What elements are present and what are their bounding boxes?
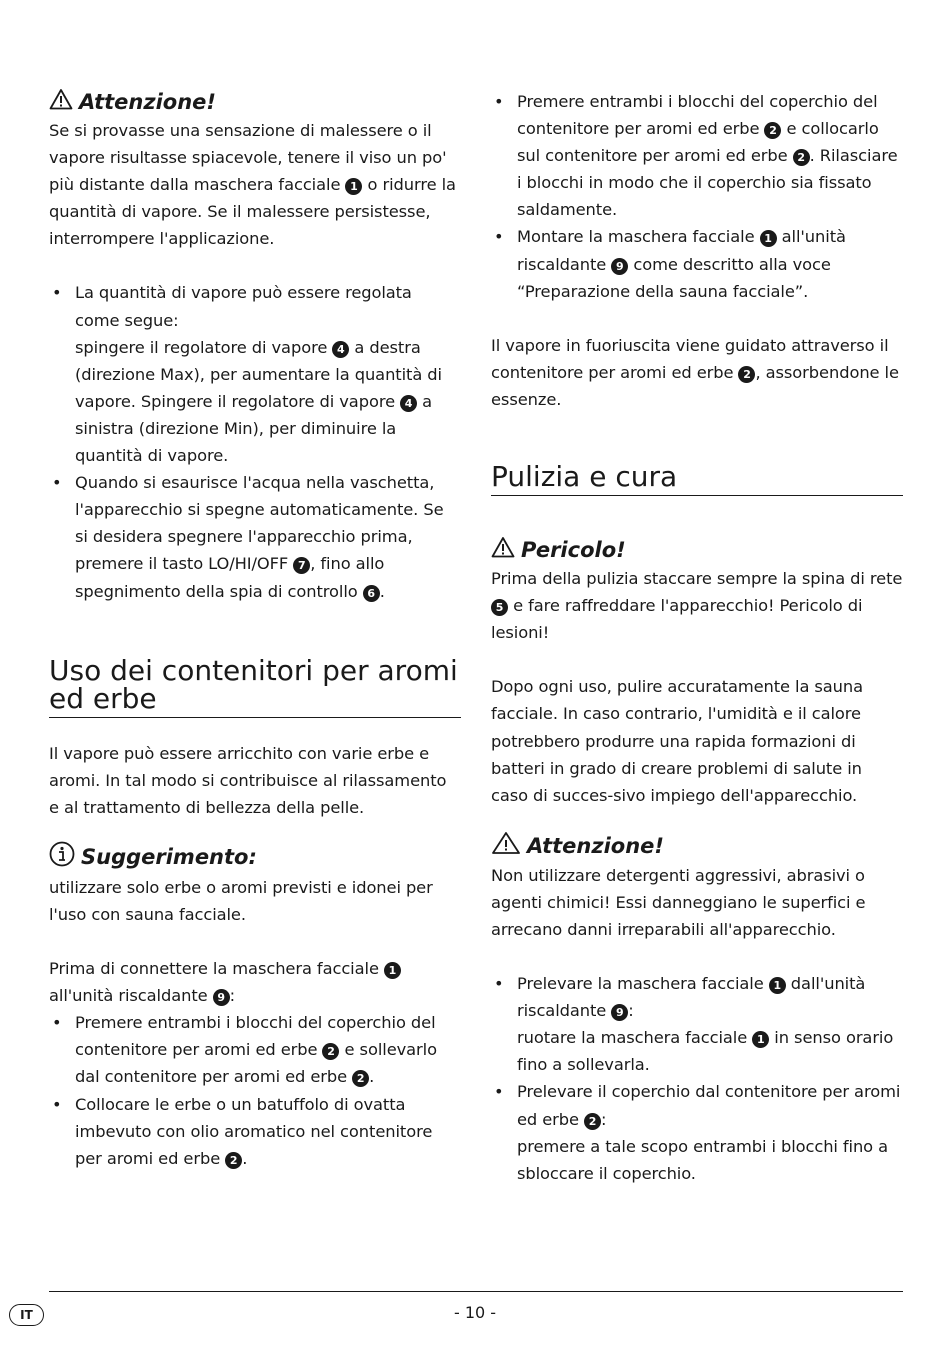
aroma-bullets: [49, 1009, 461, 1172]
tip-text: utilizzare solo erbe o aromi previsti e idonei per l'uso con sauna facciale.: [49, 877, 433, 924]
list-item: • Premere entrambi i blocchi del coperchio del contenitore per aromi ed erbe 2 e sollevarlo dal contenitore per aromi ed erbe 2 .: [52, 1013, 437, 1087]
bullet-text-cont: ruotare la maschera facciale 1 in senso orario fino a sollevarla.: [517, 1028, 894, 1075]
lid-bullets: [491, 88, 903, 305]
bullet-text: La quantità di vapore può essere regolata come segue:: [75, 283, 412, 330]
bullet-text: Prelevare il coperchio dal contenitore per aromi ed erbe 2 :: [517, 1082, 901, 1129]
reference-number-badge: 6: [363, 585, 380, 602]
steam-bullets: [49, 279, 461, 604]
list-item: • Quando si esaurisce l'acqua nella vaschetta, l'apparecchio si spegne automaticamente. Se si desidera spegnere l'apparecchio prima, premere il tasto LO/HI/OFF 7 , fino allo spegnimento della spia di controllo 6 .: [52, 473, 444, 601]
list-item: • Prelevare la maschera facciale 1 dall'unità riscaldante 9 : ruotare la maschera facciale 1 in senso orario fino a sollevarla.: [494, 974, 894, 1075]
bullet-text: Collocare le erbe o un batuffolo di ovatta imbevuto con olio aromatico nel contenitore per aromi ed erbe 2 .: [75, 1094, 433, 1168]
bullet-text: Premere entrambi i blocchi del coperchio del contenitore per aromi ed erbe 2 e sollevarlo dal contenitore per aromi ed erbe 2 .: [75, 1013, 437, 1087]
warning-title: Attenzione!: [79, 90, 216, 114]
bullet-text-cont: spingere il regolatore di vapore 4 a destra (direzione Max), per aumentare la quantità di vapore. Spingere il regolatore di vapore 4 a sinistra (direzione Min), per diminuire la quantità di vapore.: [75, 337, 442, 466]
before-text: Prima di connettere la maschera facciale 1 all'unità riscaldante 9 :: [49, 955, 461, 1009]
list-item: • Premere entrambi i blocchi del coperchio del contenitore per aromi ed erbe 2 e collocarlo sul contenitore per aromi ed erbe 2 . Rilasciare i blocchi in modo che il coperchio sia fissato saldamente.: [494, 92, 898, 220]
reference-number-badge: 1: [384, 962, 401, 979]
tip-heading: [49, 841, 461, 874]
warning-text: Se si provasse una sensazione di malessere o il vapore risultasse spiacevole, tenere il viso un po' più distante dalla maschera facciale 1 o ridurre la quantità di vapore. Se il malessere persistesse, interrompere l'applicazione.: [49, 121, 456, 249]
reference-number-badge: 1: [760, 230, 777, 247]
warning-text: Non utilizzare detergenti aggressivi, abrasivi o agenti chimici! Essi danneggiano le superfici e arrecano danni irreparabili all'apparecchio.: [491, 865, 866, 939]
bullet-text: Prelevare la maschera facciale 1 dall'unità riscaldante 9 :: [517, 974, 866, 1021]
bullet-text-cont: premere a tale scopo entrambi i blocchi fino a sbloccare il coperchio.: [517, 1136, 888, 1183]
page-number: - 10 -: [453, 1303, 497, 1322]
bullet-text: Montare la maschera facciale 1 all'unità riscaldante 9 come descritto alla voce “Preparazione della sauna facciale”.: [517, 227, 846, 301]
reference-number-badge: 1: [345, 178, 362, 195]
list-item: • La quantità di vapore può essere regolata come segue: spingere il regolatore di vapore 4 a destra (direzione Max), per aumentare la quantità di vapore. Spingere il regolatore di vapore 4 a sinistra (direzione Min), per diminuire la quantità di vapore.: [52, 283, 442, 466]
warning-heading: [49, 88, 461, 117]
reference-number-badge: 2: [764, 122, 781, 139]
reference-number-badge: 4: [400, 395, 417, 412]
danger-title: Pericolo!: [521, 538, 626, 563]
reference-number-badge: 9: [611, 1004, 628, 1021]
reference-number-badge: 2: [793, 149, 810, 166]
reference-number-badge: 2: [738, 366, 755, 383]
danger-text: Prima della pulizia staccare sempre la spina di rete 5 e fare raffreddare l'apparecchio! Pericolo di lesioni!: [491, 569, 903, 643]
reference-number-badge: 1: [769, 977, 786, 994]
language-badge: IT: [9, 1304, 44, 1326]
bullet-text: Premere entrambi i blocchi del coperchio del contenitore per aromi ed erbe 2 e collocarlo sul contenitore per aromi ed erbe 2 . Rilasciare i blocchi in modo che il coperchio sia fissato saldamente.: [517, 92, 898, 220]
reference-number-badge: 4: [332, 341, 349, 358]
section-heading-cleaning: Pulizia e cura: [491, 463, 903, 496]
bullet-text: Quando si esaurisce l'acqua nella vaschetta, l'apparecchio si spegne automaticamente. Se si desidera spegnere l'apparecchio prima, premere il tasto LO/HI/OFF 7 , fino allo spegnimento della spia di controllo 6 .: [75, 473, 444, 601]
list-item: • Prelevare il coperchio dal contenitore per aromi ed erbe 2 : premere a tale scopo entrambi i blocchi fino a sbloccare il coperchio.: [494, 1082, 901, 1183]
removal-bullets: [491, 970, 903, 1187]
warning-heading: [491, 831, 903, 862]
reference-number-badge: 9: [611, 258, 628, 275]
warning-title: Attenzione!: [527, 833, 664, 858]
reference-number-badge: 2: [322, 1043, 339, 1060]
left-column: [49, 88, 461, 1172]
danger-heading: [491, 536, 903, 565]
right-column: [491, 88, 903, 1187]
after-use-text: Dopo ogni uso, pulire accuratamente la sauna facciale. In caso contrario, l'umidità e il calore potrebbero produrre una rapida formazioni di batteri in grado di creare problemi di salute in caso di succes-sivo impiego dell'apparecchio.: [491, 677, 863, 805]
reference-number-badge: 5: [491, 599, 508, 616]
reference-number-badge: 2: [225, 1152, 242, 1169]
reference-number-badge: 1: [752, 1031, 769, 1048]
reference-number-badge: 9: [213, 989, 230, 1006]
reference-number-badge: 2: [352, 1070, 369, 1087]
list-item: • Collocare le erbe o un batuffolo di ovatta imbevuto con olio aromatico nel contenitore per aromi ed erbe 2 .: [52, 1094, 433, 1168]
reference-number-badge: 2: [584, 1113, 601, 1130]
steam-text: Il vapore in fuoriuscita viene guidato attraverso il contenitore per aromi ed erbe 2 , assorbendone le essenze.: [491, 335, 899, 409]
tip-title: Suggerimento:: [81, 844, 257, 869]
reference-number-badge: 7: [293, 557, 310, 574]
intro-text: Il vapore può essere arricchito con varie erbe e aromi. In tal modo si contribuisce al rilassamento e al trattamento di bellezza della pelle.: [49, 743, 447, 817]
section-heading-aromas: Uso dei contenitori per aromi ed erbe: [49, 657, 461, 718]
warning-triangle-icon: [491, 831, 521, 862]
list-item: • Montare la maschera facciale 1 all'unità riscaldante 9 come descritto alla voce “Preparazione della sauna facciale”.: [494, 227, 846, 301]
warning-triangle-icon: [491, 536, 515, 565]
info-icon: [49, 841, 75, 874]
warning-triangle-icon: [49, 88, 73, 117]
footer-divider: [49, 1291, 903, 1292]
